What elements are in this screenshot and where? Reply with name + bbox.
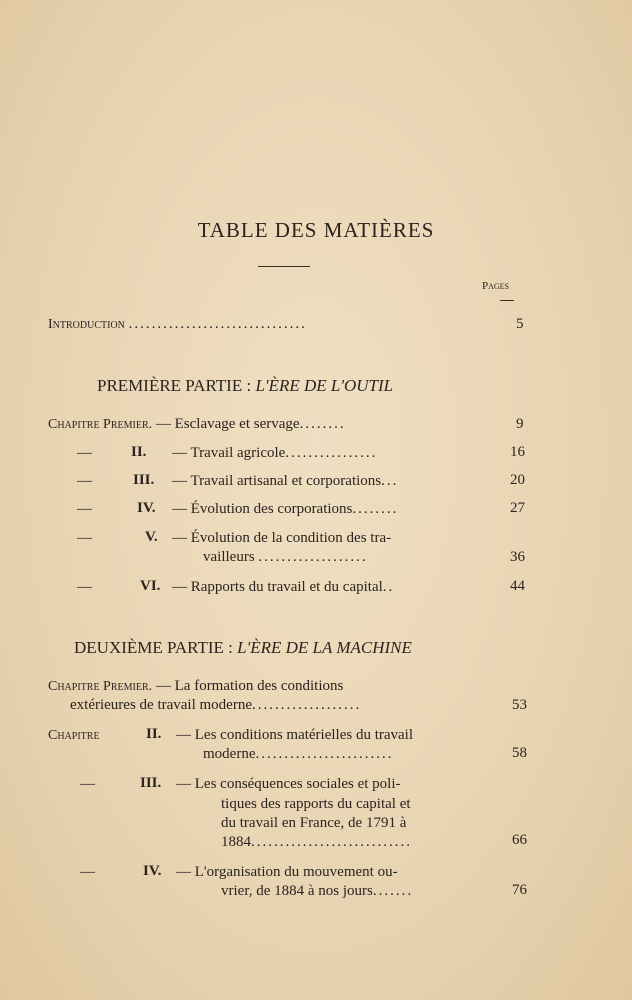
entry-page: 36: [510, 549, 525, 565]
intro-page: 5: [516, 316, 524, 332]
ditto-dash: —: [80, 776, 95, 792]
chapter-number: VI.: [140, 578, 161, 594]
part2-heading: [74, 638, 412, 658]
entry-text: vailleurs: [203, 549, 255, 565]
ditto-dash: —: [77, 473, 92, 489]
chapter-prefix: Chapitre Premier.: [48, 417, 153, 432]
entry-text: — Rapports du travail et du capital: [172, 579, 383, 595]
toc-entry[interactable]: [172, 530, 391, 547]
entry-dots: ...................: [252, 697, 362, 713]
entry-text: — La formation des conditions: [155, 678, 344, 694]
chapter-number: IV.: [137, 500, 156, 516]
entry-text: — Les conséquences sociales et poli-: [176, 776, 401, 792]
entry-page: 66: [512, 832, 527, 848]
entry-dots: ............................: [251, 834, 412, 850]
entry-text: — Les conditions matérielles du travail: [176, 727, 414, 743]
entry-page: 20: [510, 472, 525, 488]
entry-text: — Travail agricole: [172, 445, 286, 461]
toc-entry[interactable]: [172, 579, 394, 596]
ditto-dash: —: [77, 530, 92, 546]
toc-entry[interactable]: [172, 473, 398, 490]
toc-entry[interactable]: [172, 501, 398, 518]
toc-entry[interactable]: [176, 864, 398, 881]
toc-entry-continuation[interactable]: [203, 746, 393, 763]
toc-entry[interactable]: [48, 727, 100, 744]
toc-entry-continuation[interactable]: [221, 815, 406, 832]
ditto-dash: —: [77, 579, 92, 595]
entry-dots: ..: [382, 579, 395, 595]
entry-dots: ........................: [255, 746, 394, 762]
ditto-dash: —: [77, 501, 92, 517]
entry-text: — Esclavage et servage: [155, 416, 300, 432]
part2-label: DEUXIÈME PARTIE :: [74, 638, 233, 657]
chapter-number: IV.: [143, 863, 162, 879]
pages-column-label: Pages: [482, 280, 510, 292]
chapter-number: V.: [145, 529, 158, 545]
entry-text: — Travail artisanal et corporations: [172, 473, 382, 489]
entry-text: — Évolution des corporations: [172, 501, 353, 517]
toc-entry[interactable]: [176, 727, 413, 744]
toc-entry-continuation[interactable]: [203, 549, 368, 566]
entry-page: 53: [512, 697, 527, 713]
chapter-number: II.: [131, 444, 147, 460]
chapter-number: II.: [146, 726, 162, 742]
entry-dots: ...................: [258, 549, 368, 565]
part1-heading: [97, 376, 393, 396]
entry-text: du travail en France, de 1791 à: [221, 815, 407, 831]
entry-page: 9: [516, 416, 524, 432]
entry-text: — Évolution de la condition des tra-: [172, 530, 392, 546]
part1-subtitle: L'ÈRE DE L'OUTIL: [255, 376, 394, 395]
toc-entry[interactable]: [172, 445, 377, 462]
title-rule: [258, 266, 310, 267]
entry-dots: ........: [299, 416, 346, 432]
chapter-prefix: Chapitre: [48, 728, 100, 743]
pages-rule: [500, 300, 514, 301]
ditto-dash: —: [80, 864, 95, 880]
chapter-number: III.: [133, 472, 155, 488]
chapter-prefix: Chapitre Premier.: [48, 679, 153, 694]
entry-text: tiques des rapports du capital et: [221, 796, 411, 812]
entry-page: 16: [510, 444, 525, 460]
part1-label: PREMIÈRE PARTIE :: [97, 376, 252, 395]
entry-text: moderne: [203, 746, 256, 762]
entry-dots: ...: [381, 473, 399, 489]
intro-dots: ...............................: [128, 316, 307, 332]
entry-dots: ................: [285, 445, 378, 461]
entry-dots: .......: [372, 883, 414, 899]
entry-page: 27: [510, 500, 525, 516]
entry-page: 76: [512, 882, 527, 898]
toc-entry-continuation[interactable]: [221, 883, 413, 900]
entry-text: vrier, de 1884 à nos jours: [221, 883, 373, 899]
ditto-dash: —: [77, 445, 92, 461]
chapter-number: III.: [140, 775, 162, 791]
entry-page: 58: [512, 745, 527, 761]
toc-entry-continuation[interactable]: [221, 834, 412, 851]
toc-entry[interactable]: [176, 776, 401, 793]
toc-entry[interactable]: [48, 678, 343, 695]
page-title: TABLE DES MATIÈRES: [197, 218, 435, 242]
entry-text: extérieures de travail moderne: [70, 697, 252, 713]
entry-text: — L'organisation du mouvement ou-: [176, 864, 398, 880]
entry-text: 1884: [221, 834, 251, 850]
intro-entry[interactable]: [48, 316, 307, 333]
toc-entry[interactable]: [48, 416, 346, 433]
toc-entry-continuation[interactable]: [70, 697, 361, 714]
entry-page: 44: [510, 578, 525, 594]
toc-entry-continuation[interactable]: [221, 796, 411, 813]
part2-subtitle: L'ÈRE DE LA MACHINE: [237, 638, 412, 657]
intro-label: Introduction: [48, 317, 125, 332]
entry-dots: ........: [352, 501, 399, 517]
